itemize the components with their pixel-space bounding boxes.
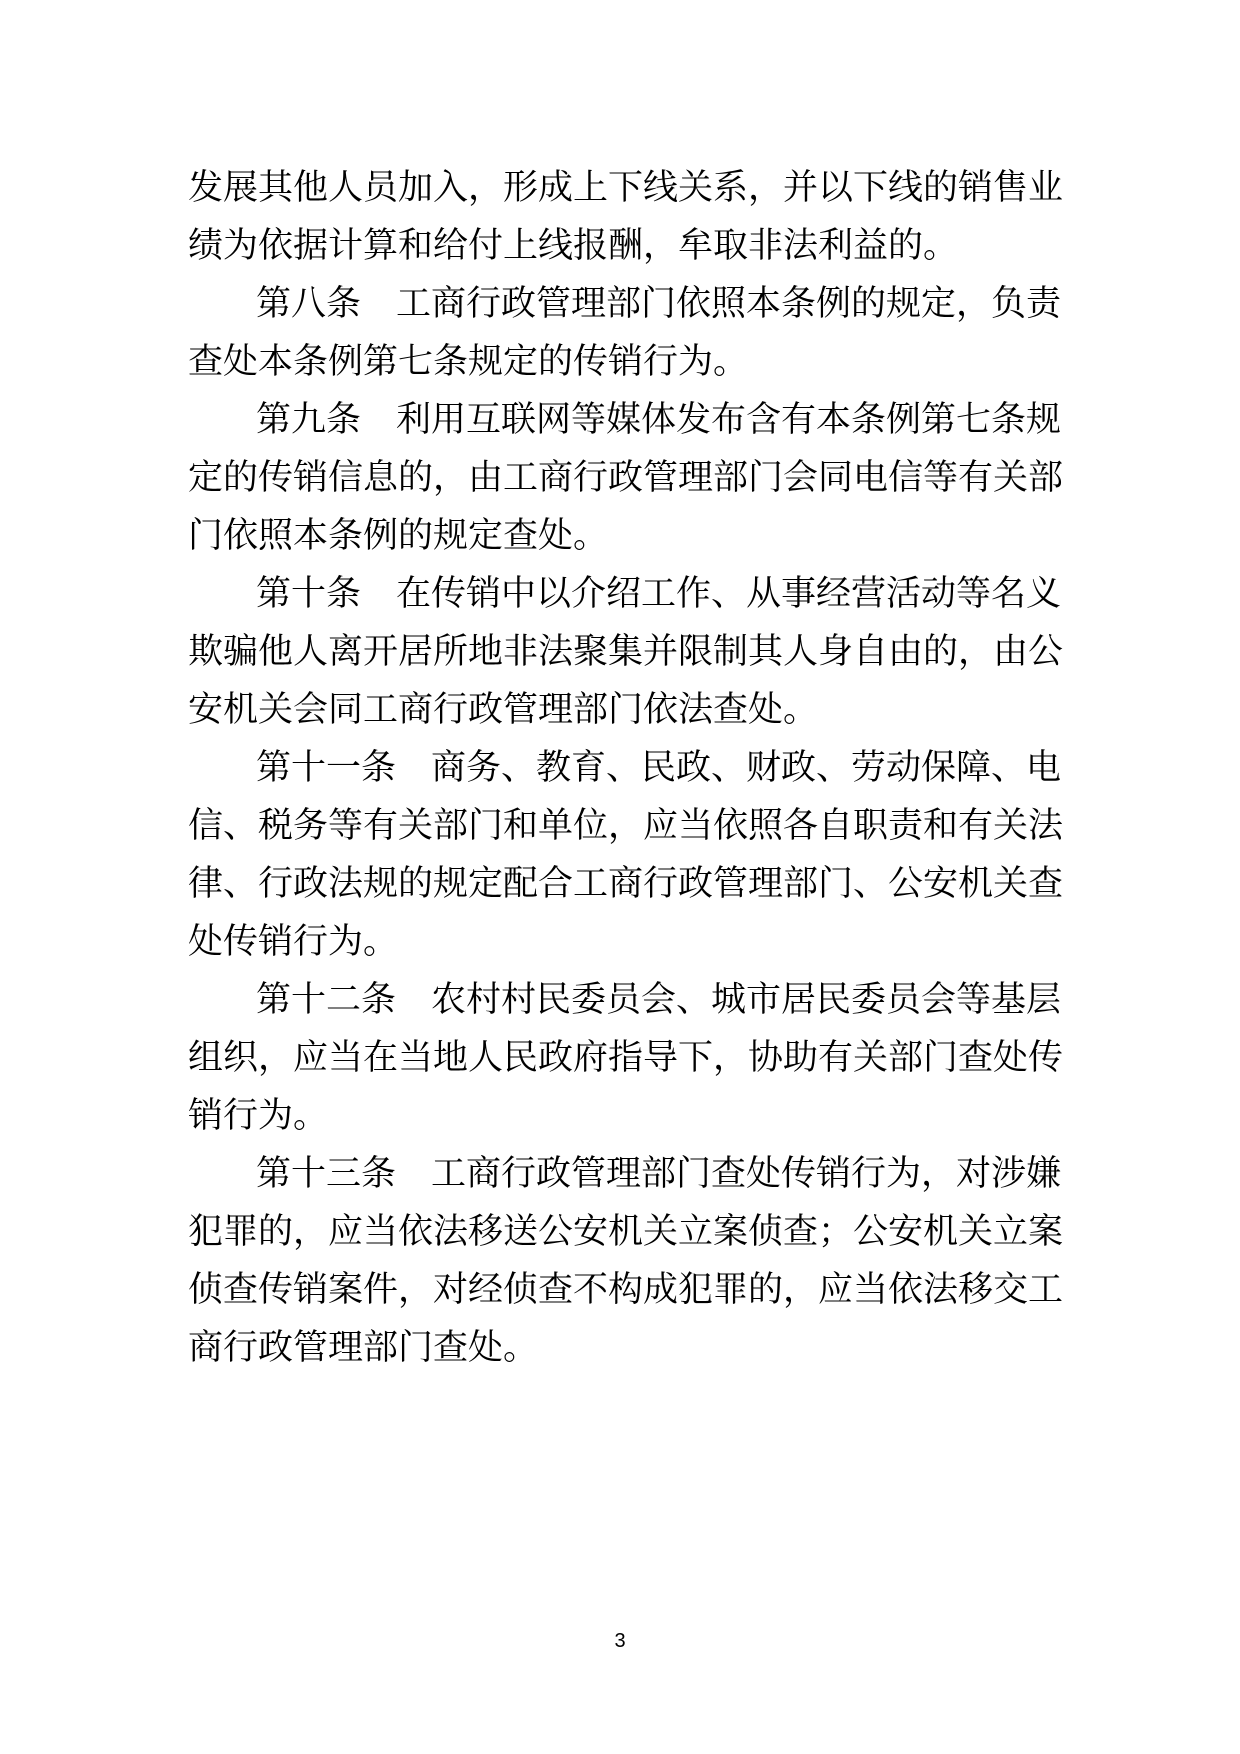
text-line: 门依照本条例的规定查处。 xyxy=(188,516,609,556)
article-11-heading-line: 第十一条 商务、教育、民政、财政、劳动保障、电 xyxy=(256,748,1062,788)
text-line: 欺骗他人离开居所地非法聚集并限制其人身自由的，由公 xyxy=(188,632,1064,672)
text-line: 查处本条例第七条规定的传销行为。 xyxy=(188,342,749,382)
article-12-heading-line: 第十二条 农村村民委员会、城市居民委员会等基层 xyxy=(256,980,1062,1020)
text-line: 商行政管理部门查处。 xyxy=(188,1328,539,1368)
page-number: 3 xyxy=(614,1630,626,1652)
text-line: 定的传销信息的，由工商行政管理部门会同电信等有关部 xyxy=(188,458,1064,498)
article-13-heading-line: 第十三条 工商行政管理部门查处传销行为，对涉嫌 xyxy=(256,1154,1062,1194)
text-line: 销行为。 xyxy=(188,1096,329,1136)
text-line: 信、税务等有关部门和单位，应当依照各自职责和有关法 xyxy=(188,806,1064,846)
text-line: 律、行政法规的规定配合工商行政管理部门、公安机关查 xyxy=(188,864,1064,904)
text-line: 组织，应当在当地人民政府指导下，协助有关部门查处传 xyxy=(188,1038,1064,1078)
text-line: 犯罪的，应当依法移送公安机关立案侦查；公安机关立案 xyxy=(188,1212,1064,1252)
text-line: 侦查传销案件，对经侦查不构成犯罪的，应当依法移交工 xyxy=(188,1270,1064,1310)
article-8-heading-line: 第八条 工商行政管理部门依照本条例的规定，负责 xyxy=(256,284,1062,324)
text-line: 安机关会同工商行政管理部门依法查处。 xyxy=(188,690,819,730)
text-line: 发展其他人员加入，形成上下线关系，并以下线的销售业 xyxy=(188,168,1064,208)
article-10-heading-line: 第十条 在传销中以介绍工作、从事经营活动等名义 xyxy=(256,574,1062,614)
article-9-heading-line: 第九条 利用互联网等媒体发布含有本条例第七条规 xyxy=(256,400,1062,440)
text-line: 处传销行为。 xyxy=(188,922,399,962)
text-line: 绩为依据计算和给付上线报酬，牟取非法利益的。 xyxy=(188,226,959,266)
